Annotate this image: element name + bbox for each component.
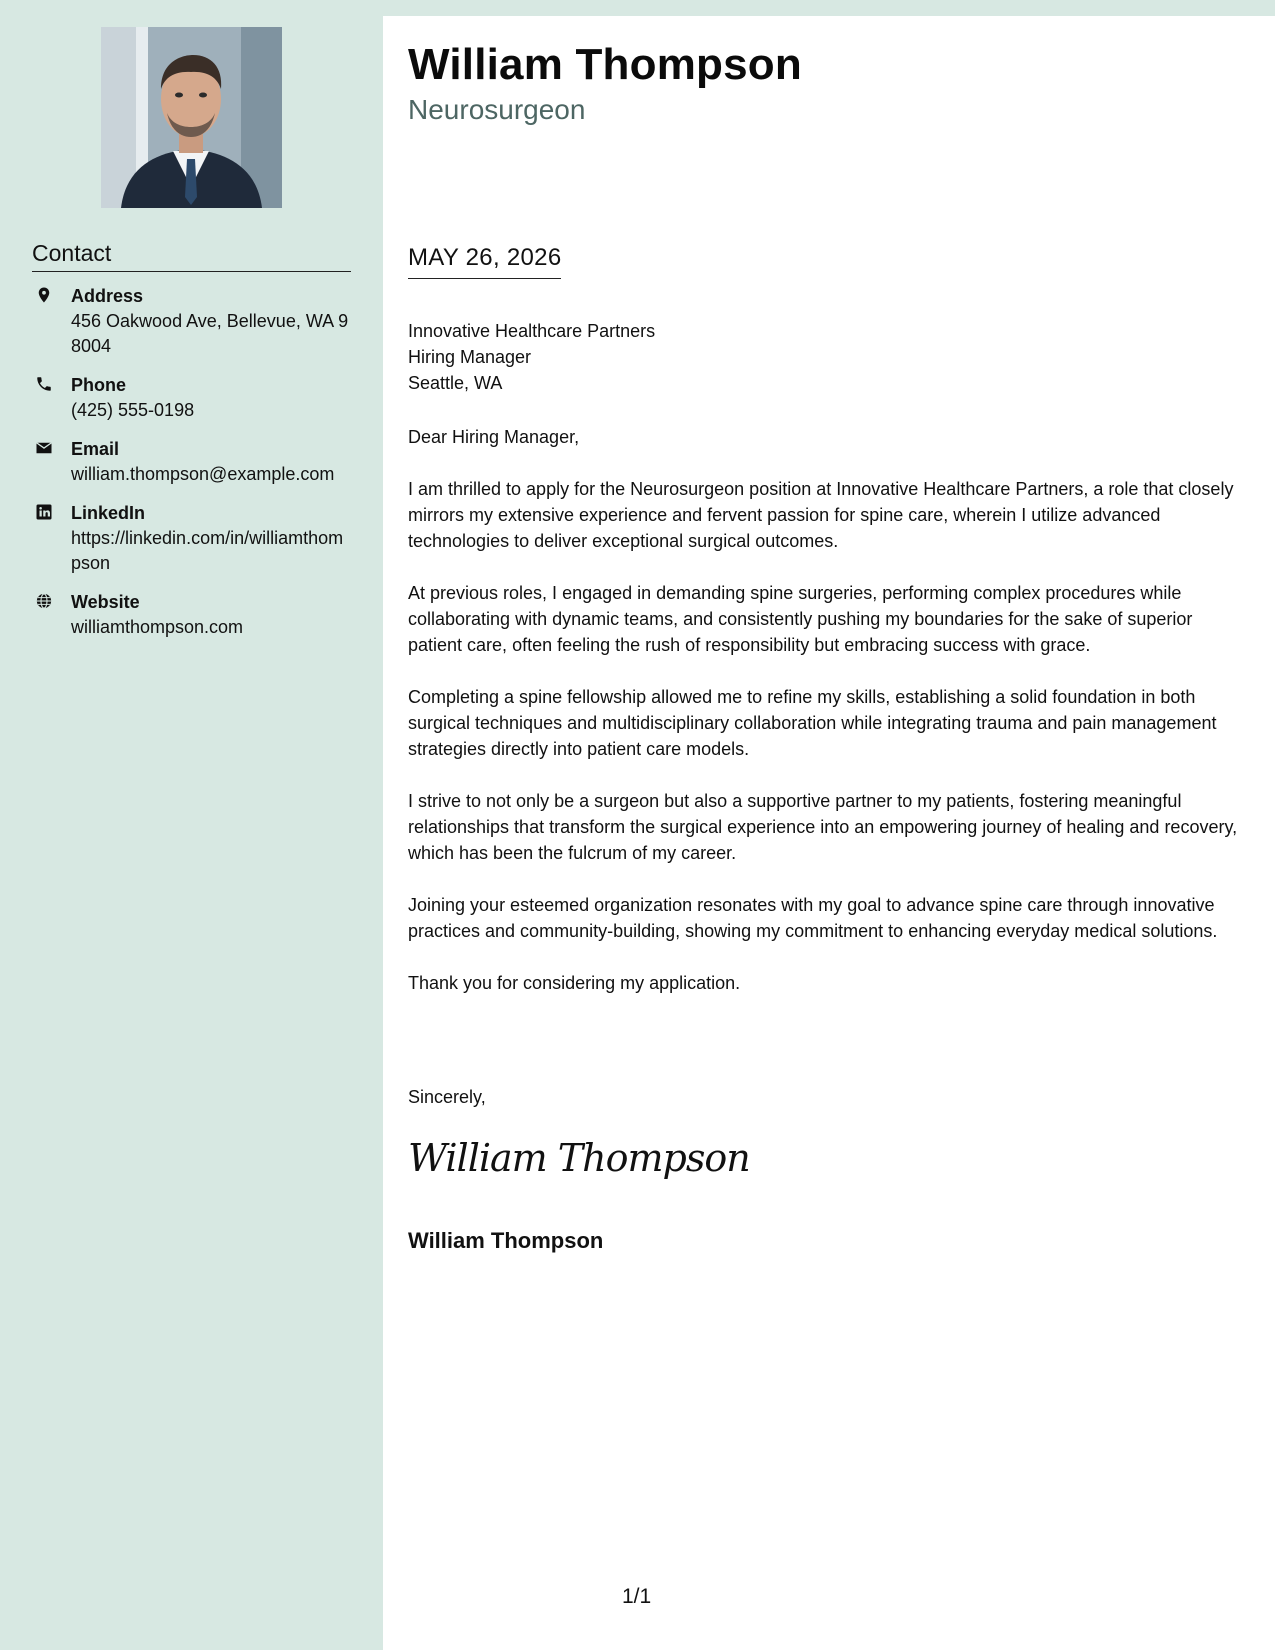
closing: Sincerely, [408,1087,486,1107]
letter-paragraph: I strive to not only be a surgeon but also a supportive partner to my patients, fostering meaningful relationships that transform the surgical experience into an empowering journey of healing and recovery, which has been the fulcrum of my career. [408,791,1238,863]
signature-text: William Thompson [408,1136,750,1180]
thanks-line: Thank you for considering my application. [408,973,741,993]
contact-address [32,284,352,359]
linkedin-value[interactable]: https://linkedin.com/in/williamthompson [71,528,344,573]
signed-name: William Thompson [408,1228,604,1253]
avatar [101,27,282,208]
recipient-location: Seattle, WA [408,373,503,393]
email-value[interactable]: william.thompson@example.com [71,464,335,484]
linkedin-icon [35,503,53,521]
contact-heading: Contact [32,240,351,272]
contact-label: Email [71,439,120,459]
letter-paragraph: I am thrilled to apply for the Neurosurgeon position at Innovative Healthcare Partners, a role that closely mirrors my extensive experience and fervent passion for spine care, wherein I utilize advanced technologies to deliver exceptional surgical outcomes. [408,479,1234,551]
globe-icon [35,592,53,610]
website-value[interactable]: williamthompson.com [71,617,244,637]
recipient-company: Innovative Healthcare Partners [408,321,656,341]
page-number: 1/1 [622,1585,652,1608]
phone-value: (425) 555-0198 [71,400,195,420]
contact-linkedin [32,501,352,576]
profile-photo [101,27,282,208]
letter-main [383,16,1275,1650]
letter-paragraph: At previous roles, I engaged in demanding spine surgeries, performing complex procedures while collaborating with dynamic teams, and consistently pushing my boundaries for the sake of superior patient care, often feeling the rush of responsibility but embracing success with grace. [408,583,1193,655]
address-value: 456 Oakwood Ave, Bellevue, WA 98004 [71,311,349,356]
letter-date: MAY 26, 2026 [408,244,561,279]
salutation: Dear Hiring Manager, [408,427,580,447]
contact-email [32,437,352,487]
contact-website [32,590,352,640]
recipient-block [408,318,655,396]
applicant-name: William Thompson [408,40,802,89]
contact-label: Phone [71,375,127,395]
letter-paragraph: Completing a spine fellowship allowed me to refine my skills, establishing a solid foundation in both surgical techniques and multidisciplinary collaboration while integrating trauma and pain management strategies directly into patient care models. [408,687,1217,759]
envelope-icon [35,439,53,457]
contact-label: Website [71,592,140,612]
contact-list [32,284,352,654]
recipient-role: Hiring Manager [408,347,532,367]
job-title: Neurosurgeon [408,94,586,125]
contact-label: LinkedIn [71,503,146,523]
handwritten-signature [408,1136,750,1192]
contact-phone [32,373,352,423]
sidebar [0,0,383,1650]
map-pin-icon [35,286,53,304]
letter-body [408,424,1248,1022]
contact-label: Address [71,286,144,306]
phone-icon [35,375,53,393]
letter-paragraph: Joining your esteemed organization resonates with my goal to advance spine care through innovative practices and community-building, showing my commitment to enhancing everyday medical solutions. [408,895,1218,941]
